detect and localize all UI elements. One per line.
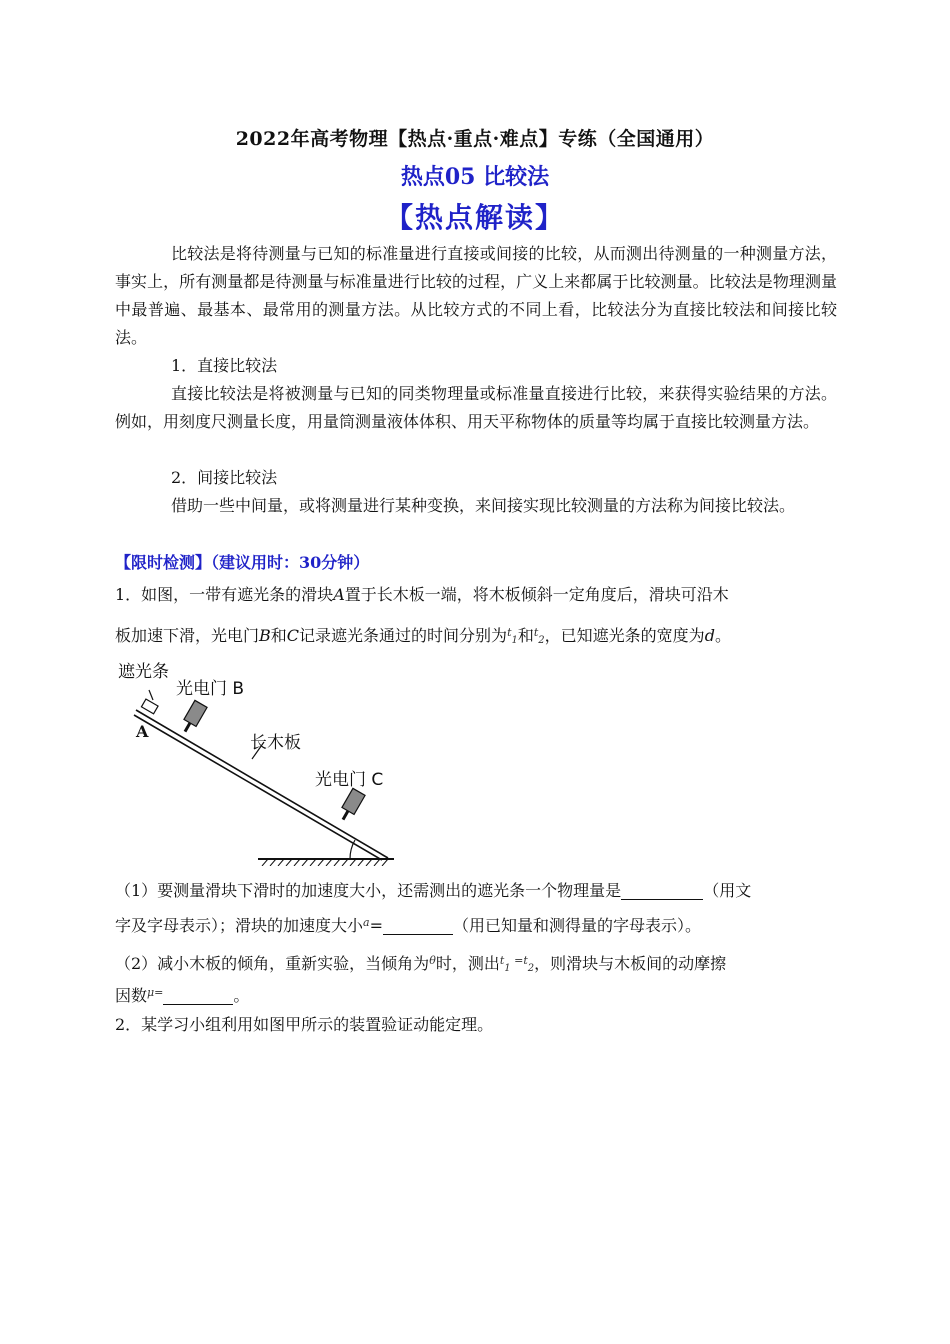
q1-part1-text-b: （用文 [703, 881, 752, 900]
q1-var-accel: a [363, 916, 370, 929]
q1-t1: t [507, 626, 512, 639]
q1-var-b: B [259, 626, 271, 645]
q1-var-a: A [333, 585, 345, 604]
incline-figure [112, 656, 402, 866]
q1-eq2-t2: t [523, 954, 528, 967]
q1-part1-line-2 [115, 906, 840, 943]
q1-part2-text-c: ，则滑块与木板间的动摩擦 [534, 954, 727, 973]
q1-t2-sub: 2 [538, 635, 545, 646]
topic-subtitle: 热点05 比较法 [400, 164, 550, 190]
q1-text-f: 和 [517, 626, 534, 645]
q1-part1-text-c: 字及字母表示）；滑块的加速度大小 [115, 916, 364, 935]
q1-eq2-s1: 1 [504, 963, 511, 974]
q1-text-d: 和 [270, 626, 287, 645]
q1-part1-text-d: （用已知量和测得量的字母表示）。 [452, 916, 701, 935]
q1-t2: t [533, 626, 539, 639]
label-board: 长木板 [250, 733, 301, 753]
q1-text-b: 置于长木板一端，将木板倾斜一定角度后，滑块可沿木 [344, 585, 729, 604]
label-gate-c: 光电门 C [315, 770, 384, 790]
label-gate-b: 光电门 B [176, 679, 245, 699]
test-label-text: 【限时检测】（建议用时：30分钟） [115, 553, 370, 572]
q1-text-e: 记录遮光条通过的时间分别为 [299, 626, 508, 645]
q1-part1-line-1 [115, 874, 840, 908]
q1-equals: = [369, 916, 383, 935]
subheading-indirect: 2．间接比较法 [171, 468, 278, 487]
q1-theta: θ [429, 954, 436, 967]
q1-eq2-t1: t [499, 954, 505, 967]
q1-text-g: ，已知遮光条的宽度为 [544, 626, 705, 645]
answer-blank-2[interactable] [383, 916, 453, 935]
q1-part2-text-e: 。 [233, 986, 250, 1005]
question-2: 2．某学习小组利用如图甲所示的装置验证动能定理。 [115, 1015, 494, 1034]
test-label [115, 549, 837, 577]
photogate-c-icon [337, 788, 365, 823]
slider-a-icon [141, 699, 158, 714]
section-heading: 【热点解读】 [384, 201, 565, 234]
ground-hatch [262, 859, 388, 866]
q1-part2-text-d: 因数 [115, 986, 148, 1005]
q1-text-a: 1．如图，一带有遮光条的滑块 [115, 585, 334, 604]
document-title: 2022年高考物理【热点·重点·难点】专练（全国通用） [235, 128, 715, 150]
q1-mu: μ [147, 986, 155, 999]
q1-part1-text-a: （1）要测量滑块下滑时的加速度大小，还需测出的遮光条一个物理量是 [115, 881, 622, 900]
label-strip: 遮光条 [118, 662, 169, 682]
q1-text-h: 。 [714, 626, 731, 645]
question-1-line-2 [115, 616, 840, 658]
intro-paragraph-3: 借助一些中间量，或将测量进行某种变换，来间接实现比较测量的方法称为间接比较法。 [171, 496, 796, 515]
q1-text-c: 板加速下滑，光电门 [115, 626, 260, 645]
q1-eq2-equals: = [510, 954, 524, 967]
q1-part2-text-a: （2）减小木板的倾角，重新实验，当倾角为 [115, 954, 430, 973]
q1-var-d: d [704, 626, 715, 645]
strip-pointer [149, 690, 153, 700]
label-a: A [136, 722, 149, 741]
q1-eq2-s2: 2 [527, 963, 535, 974]
q1-var-c: C [286, 626, 300, 645]
intro-paragraph-2: 直接比较法是将被测量与已知的同类物理量或标准量直接进行比较，来获得实验结果的方法。例如，用刻度尺测量长度，用量筒测量液体体积、用天平称物体的质量等均属于直接比较测量方法。 [115, 384, 837, 431]
intro-paragraph-1: 比较法是将待测量与已知的标准量进行直接或间接的比较，从而测出待测量的一种测量方法，事实上，所有测量都是待测量与标准量进行比较的过程，广义上来都属于比较测量。比较法是物理测量中最普遍、最基本、最常用的测量方法。从比较方式的不同上看，比较法分为直接比较法和间接比较法。 [115, 244, 837, 347]
photogate-b-icon [179, 700, 207, 735]
q1-part2-text-b: 时，测出 [435, 954, 500, 973]
q1-mu-equals: = [154, 986, 164, 999]
q1-t1-sub: 1 [511, 635, 518, 646]
answer-blank-1[interactable] [621, 881, 703, 900]
answer-blank-3[interactable] [163, 986, 233, 1005]
subheading-direct: 1．直接比较法 [171, 356, 278, 375]
question-1-line-1 [115, 578, 840, 612]
